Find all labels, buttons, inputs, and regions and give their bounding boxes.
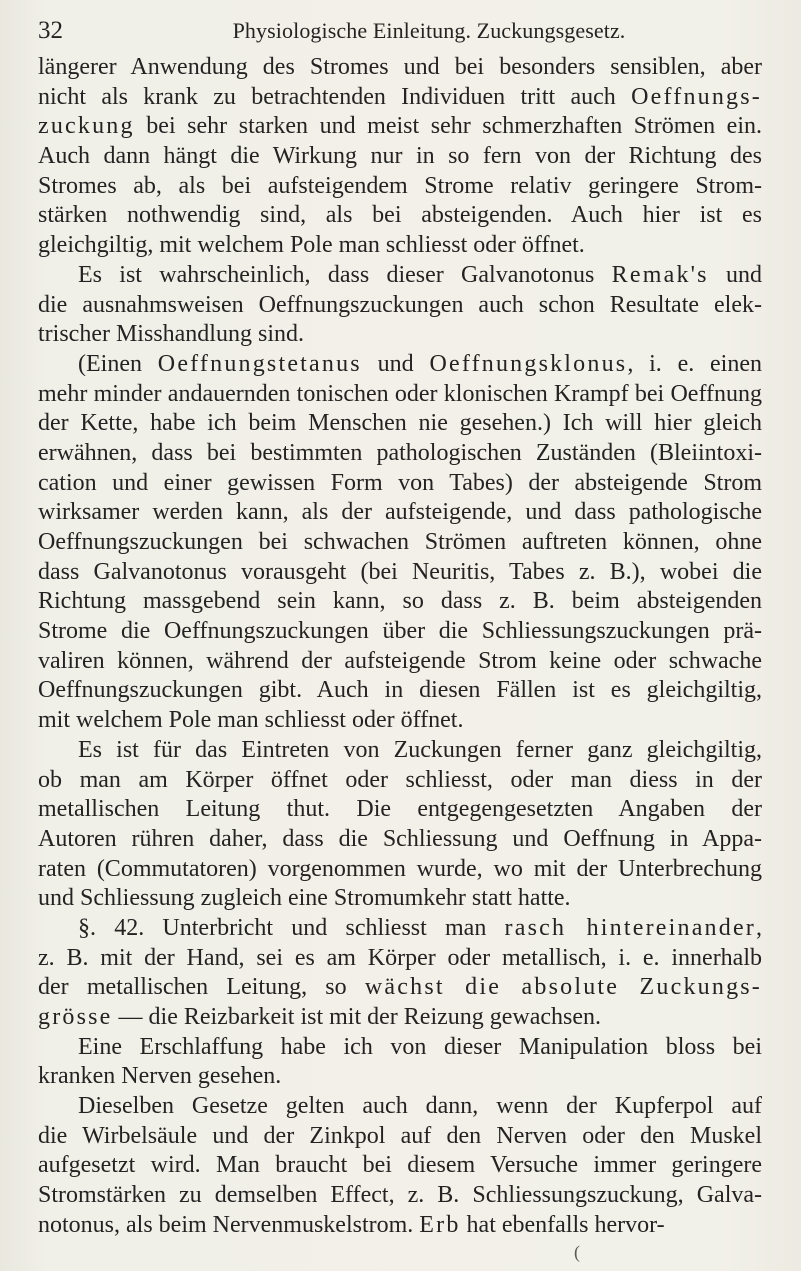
text-line bbox=[38, 587, 762, 617]
text-run: Stromes ab, als bei aufsteigendem Strome relativ geringere Strom- bbox=[38, 172, 762, 199]
text-line bbox=[38, 231, 762, 261]
text-line bbox=[38, 350, 762, 380]
text-run: der Kette, habe ich beim Menschen nie gesehen.) Ich will hier gleich bbox=[38, 410, 762, 437]
emphasized-text: Oeffnungsklonus bbox=[429, 350, 628, 377]
text-run: Richtung massgebend sein kann, so dass z. B. beim absteigenden bbox=[38, 588, 762, 615]
text-run: , bbox=[756, 914, 762, 941]
text-line bbox=[38, 736, 762, 766]
text-run: Eine Erschlaffung habe ich von dieser Manipulation bloss bei bbox=[78, 1033, 762, 1060]
emphasized-text: grösse bbox=[38, 1004, 113, 1030]
text-run: metallischen Leitung thut. Die entgegengesetzten Angaben der bbox=[38, 796, 762, 823]
emphasized-text: Oeffnungstetanus bbox=[157, 350, 362, 377]
text-line bbox=[38, 1151, 762, 1181]
text-line bbox=[38, 973, 762, 1003]
text-run: mit welchem Pole man schliesst oder öffnet. bbox=[38, 707, 464, 734]
text-run: Es ist für das Eintreten von Zuckungen ferner ganz gleichgiltig, bbox=[78, 736, 762, 763]
text-run: ob man am Körper öffnet oder schliesst, oder man diess in der bbox=[38, 766, 762, 793]
text-run: valiren können, während der aufsteigende Strom keine oder schwache bbox=[38, 647, 762, 674]
text-run: und bbox=[361, 350, 430, 377]
text-line bbox=[38, 439, 762, 469]
text-line bbox=[38, 706, 762, 736]
text-run: wirksamer werden kann, als der aufsteigende, und dass pathologische bbox=[38, 499, 762, 526]
page-header bbox=[38, 13, 762, 49]
text-run: längerer Anwendung des Stromes und bei besonders sensiblen, aber bbox=[38, 54, 762, 80]
text-run: mehr minder andauernden tonischen oder klonischen Krampf bei Oeffnung bbox=[38, 380, 762, 407]
text-line bbox=[38, 558, 762, 588]
text-line bbox=[38, 53, 762, 83]
text-line bbox=[38, 172, 762, 202]
text-line bbox=[38, 647, 762, 677]
body-text bbox=[38, 53, 762, 1241]
text-line bbox=[38, 855, 762, 885]
emphasized-text: Oeffnungs- bbox=[631, 83, 762, 110]
text-line bbox=[38, 1092, 762, 1122]
text-run: und Schliessung zugleich eine Stromumkehr statt hatte. bbox=[38, 885, 571, 912]
text-run: Auch dann hängt die Wirkung nur in so fern von der Richtung des bbox=[38, 143, 762, 170]
paragraph bbox=[38, 914, 762, 1033]
text-line bbox=[38, 409, 762, 439]
paragraph bbox=[38, 261, 762, 350]
page-number: 32 bbox=[38, 17, 63, 44]
paragraph bbox=[38, 53, 762, 261]
text-line bbox=[38, 1033, 762, 1063]
text-line bbox=[38, 1003, 762, 1033]
text-run: bei sehr starken und meist sehr schmerzhaften Strömen ein. bbox=[134, 113, 762, 140]
text-run: §. 42. Unterbricht und schliesst man bbox=[78, 914, 505, 941]
text-run: Dieselben Gesetze gelten auch dann, wenn der Kupferpol auf bbox=[78, 1093, 762, 1120]
text-run: raten (Commutatoren) vorgenommen wurde, wo mit der Unterbrechung bbox=[38, 855, 762, 882]
text-run: z. B. mit der Hand, sei es am Körper oder metallisch, i. e. innerhalb bbox=[38, 944, 762, 971]
text-line bbox=[38, 766, 762, 796]
text-line bbox=[38, 1211, 762, 1241]
text-run: Stromstärken zu demselben Effect, z. B. Schliessungszuckung, Galva- bbox=[38, 1182, 762, 1209]
text-run: gleichgiltig, mit welchem Pole man schliesst oder öffnet. bbox=[38, 232, 585, 259]
text-line bbox=[38, 676, 762, 706]
text-line bbox=[38, 380, 762, 410]
paragraph bbox=[38, 1092, 762, 1240]
text-run: (Einen bbox=[78, 350, 158, 377]
text-line bbox=[38, 320, 762, 350]
text-run: nicht als krank zu betrachtenden Individuen tritt auch bbox=[38, 83, 632, 110]
text-run: trischer Misshandlung sind. bbox=[38, 321, 304, 348]
text-run: aufgesetzt wird. Man braucht bei diesem Versuche immer geringere bbox=[38, 1152, 762, 1179]
paragraph bbox=[38, 350, 762, 736]
text-run: Oeffnungszuckungen bei schwachen Strömen auftreten können, ohne bbox=[38, 529, 762, 555]
text-line bbox=[38, 528, 762, 558]
text-run: Autoren rühren daher, dass die Schliessung und Oeffnung in Appa- bbox=[38, 825, 762, 852]
text-run: und bbox=[708, 261, 763, 288]
text-line bbox=[38, 112, 762, 142]
text-line bbox=[38, 617, 762, 647]
text-line bbox=[38, 469, 762, 499]
running-head: Physiologische Einleitung. Zuckungsgesetz. bbox=[232, 18, 626, 43]
text-run: die ausnahmsweisen Oeffnungszuckungen auch schon Resultate elek- bbox=[38, 291, 762, 318]
text-run: — die Reizbarkeit ist mit der Reizung gewachsen. bbox=[112, 1004, 602, 1030]
text-line bbox=[38, 83, 762, 113]
text-line bbox=[38, 944, 762, 974]
text-run: cation und einer gewissen Form von Tabes) der absteigende Strom bbox=[38, 469, 762, 496]
text-line bbox=[38, 291, 762, 321]
text-line bbox=[38, 825, 762, 855]
text-line bbox=[38, 261, 762, 291]
text-run: Es ist wahrscheinlich, dass dieser Galvanotonus bbox=[78, 261, 612, 288]
paragraph bbox=[38, 736, 762, 914]
emphasized-text: Erb bbox=[419, 1211, 461, 1238]
paragraph bbox=[38, 1033, 762, 1092]
text-line bbox=[38, 201, 762, 231]
emphasized-text: wächst die absolute Zuckungs- bbox=[364, 974, 763, 1001]
text-run: kranken Nerven gesehen. bbox=[38, 1063, 282, 1090]
text-run: Strome die Oeffnungszuckungen über die Schliessungszuckungen prä- bbox=[38, 618, 762, 645]
emphasized-text: Remak's bbox=[611, 261, 709, 288]
text-line bbox=[38, 914, 762, 944]
emphasized-text: zuckung bbox=[38, 113, 135, 140]
text-run: hat ebenfalls hervor- bbox=[460, 1211, 665, 1238]
text-line bbox=[38, 498, 762, 528]
text-line bbox=[38, 1181, 762, 1211]
text-line bbox=[38, 884, 762, 914]
text-run: Oeffnungszuckungen gibt. Auch in diesen Fällen ist es gleichgiltig, bbox=[38, 677, 762, 704]
text-run: erwähnen, dass bei bestimmten pathologischen Zuständen (Bleiintoxi- bbox=[38, 439, 762, 466]
emphasized-text: rasch hintereinander bbox=[504, 914, 756, 941]
text-run: dass Galvanotonus vorausgeht (bei Neuritis, Tabes z. B.), wobei die bbox=[38, 558, 762, 585]
text-line bbox=[38, 795, 762, 825]
text-line bbox=[38, 1062, 762, 1092]
stray-mark: ( bbox=[574, 1242, 580, 1262]
text-run: notonus, als beim Nervenmuskelstrom. bbox=[38, 1211, 420, 1238]
text-line bbox=[38, 1122, 762, 1152]
text-run: stärken nothwendig sind, als bei absteigenden. Auch hier ist es bbox=[38, 202, 762, 229]
text-run: der metallischen Leitung, so bbox=[38, 974, 365, 1001]
text-line bbox=[38, 142, 762, 172]
text-run: die Wirbelsäule und der Zinkpol auf den Nerven oder den Muskel bbox=[38, 1122, 762, 1149]
text-run: , i. e. einen bbox=[627, 350, 763, 377]
